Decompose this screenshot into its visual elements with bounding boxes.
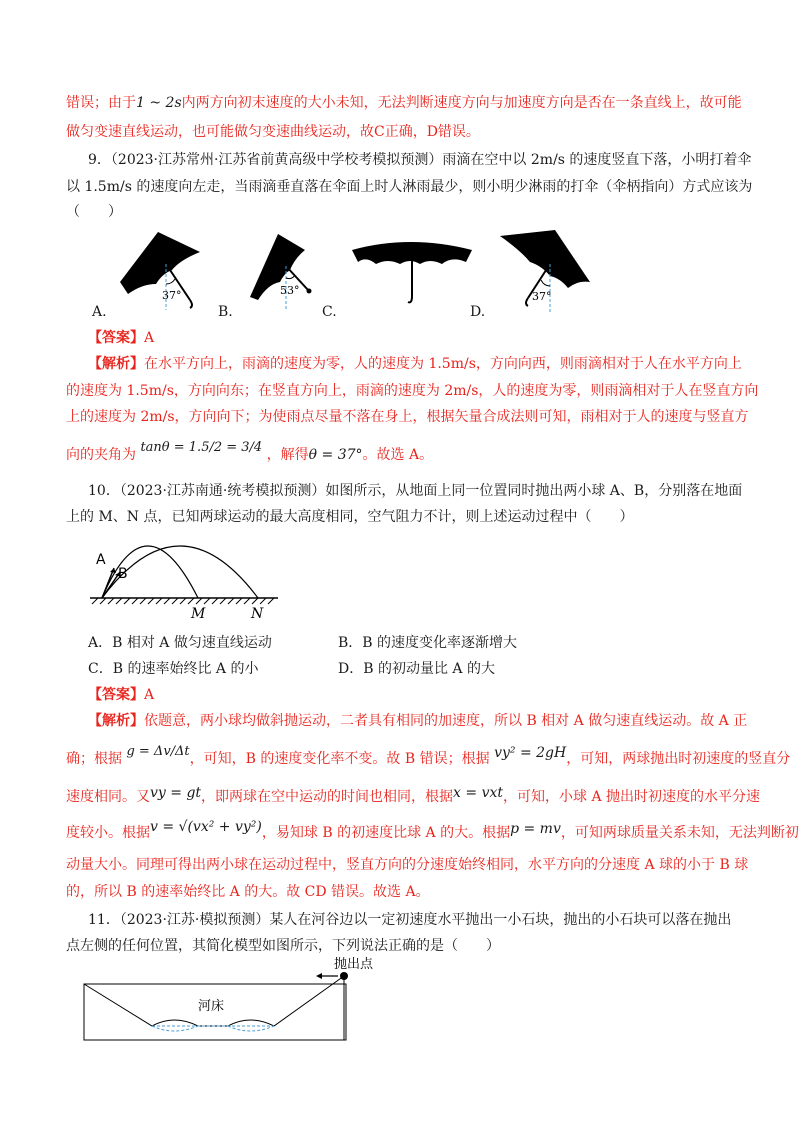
q9-analysis-line3: 上的速度为 2m/s，方向向下；为使雨点尽量不落在身上，根据矢量合成法则可知，雨相对于人的速度与竖直方: [66, 409, 749, 425]
q10-a2-text-c: ，可知，两球抛出时初速度的竖直分: [566, 751, 791, 767]
answer-tag: 【答案】: [88, 330, 144, 346]
q10-analysis-line1: [88, 711, 764, 731]
q10-formula-p: p = mv: [510, 821, 561, 837]
q9-option-d-letter: D.: [470, 304, 486, 320]
q10-analysis-line3: [66, 785, 761, 807]
answer-tag: 【答案】: [88, 687, 144, 703]
q8-text-a: 错误；由于: [66, 95, 136, 111]
q9-analysis-text1: 在水平方向上，雨滴的速度为零，人的速度为 1.5m/s，方向向西，则雨滴相对于人在水平方向上: [144, 356, 742, 372]
fig-label-riverbed: 河床: [198, 999, 225, 1014]
q8-math-interval: 1 ~ 2s: [136, 95, 182, 111]
q10-stem-line2: 上的 M、N 点，已知两球运动的最大高度相同，空气阻力不计，则上述运动过程中（ ）: [66, 509, 634, 525]
q10-option-d: D．B 的初动量比 A 的大: [338, 661, 495, 677]
q11-river-figure: [82, 954, 382, 1044]
umbrella-option-d: [500, 230, 590, 312]
q10-a3-text-c: ，可知，小球 A 抛出时初速度的水平分速: [503, 789, 761, 805]
fig-label-a: A: [96, 552, 106, 568]
q10-analysis-line2: [66, 744, 791, 773]
q9-stem-line1: 9．（2023·江苏常州·江苏省前黄高级中学校考模拟预测）雨滴在空中以 2m/s 的速度竖直下落，小明打着伞: [88, 152, 752, 168]
q9-option-c-letter: C.: [322, 304, 337, 320]
q9-analysis-text4b: ，解得: [266, 447, 309, 463]
fig-label-b: B: [118, 566, 128, 582]
angle-label-a: 37°: [162, 289, 182, 302]
q9-analysis-text4a: 向的夹角为: [66, 447, 136, 463]
umbrella-option-a: [120, 232, 200, 310]
q11-stem-line1: 11．（2023·江苏·模拟预测）某人在河谷边以一定初速度水平抛出一小石块，抛出的小石块可以落在抛出: [88, 912, 732, 928]
fig-label-throw-point: 抛出点: [334, 957, 374, 972]
analysis-tag: 【解析】: [88, 713, 144, 729]
q10-option-b: B．B 的速度变化率逐渐增大: [338, 635, 518, 651]
q10-a4-text-c: ，可知两球质量关系未知，无法判断初: [560, 825, 799, 841]
q9-option-a-letter: A.: [92, 304, 107, 320]
q8-analysis-line1: [66, 93, 742, 113]
q8-analysis-line2: 做匀变速直线运动，也可能做匀变速曲线运动，故C正确，D错误。: [66, 124, 480, 140]
q9-stem-line2: 以 1.5m/s 的速度向左走，当雨滴垂直落在伞面上时人淋雨最少，则小明少淋雨的打伞（伞柄指向）方式应该为: [66, 179, 753, 195]
q10-formula-vy: vy = gt: [150, 785, 202, 801]
q9-option-b-letter: B.: [218, 304, 233, 320]
q9-umbrella-figures: [80, 222, 640, 322]
q10-analysis-text1: 依题意，两小球均做斜抛运动，二者具有相同的加速度，所以 B 相对 A 做匀速直线运动。故 A 正: [144, 713, 748, 729]
answer-value: A: [144, 330, 155, 346]
angle-label-b: 53°: [280, 284, 300, 297]
q10-a2-text-a: 确；根据: [66, 751, 122, 767]
angle-label-d: 37°: [532, 290, 552, 303]
q10-a3-text-a: 速度相同。又: [66, 789, 150, 805]
q9-formula-tan: tanθ = 1.5/2 = 3/4: [140, 440, 263, 455]
q10-a2-text-b: ，可知，B 的速度变化率不变。故 B 错误；根据: [189, 751, 490, 767]
q8-text-b: 内两方向初末速度的大小未知，无法判断速度方向与加速度方向是否在一条直线上，故可能: [181, 95, 742, 111]
answer-value: A: [144, 687, 155, 703]
q9-analysis-line4: [66, 442, 742, 469]
q10-formula-v: v = √(vx² + vy²): [150, 819, 262, 835]
q10-option-a: A．B 相对 A 做匀速直线运动: [88, 635, 272, 651]
fig-label-n: N: [251, 606, 264, 620]
q10-stem-line1: 10．（2023·江苏南通·统考模拟预测）如图所示，从地面上同一位置同时抛出两小球 A、B，分别落在地面: [88, 483, 743, 499]
analysis-tag: 【解析】: [88, 356, 144, 372]
q10-analysis-line5: 动量大小。同理可得出两小球在运动过程中，竖直方向的分速度始终相同，水平方向的分速度 A 球的小于 B 球: [66, 857, 749, 873]
q10-projectile-figure: [88, 528, 288, 620]
q10-a4-text-a: 度较小。根据: [66, 825, 150, 841]
q9-analysis-line2: 的速度为 1.5m/s，方向向东；在竖直方向上，雨滴的速度为 2m/s，人的速度为零，则雨滴相对于人在竖直方向: [66, 383, 759, 399]
q9-formula-result: θ = 37°: [308, 447, 363, 463]
q10-option-c: C．B 的速率始终比 A 的小: [88, 661, 259, 677]
q9-analysis-line1: [88, 354, 764, 374]
q10-analysis-line6: 的，所以 B 的速率始终比 A 的大。故 CD 错误。故选 A。: [66, 884, 430, 900]
q9-analysis-text4c: 。故选 A。: [362, 447, 434, 463]
q10-analysis-line4: [66, 819, 799, 843]
q10-answer: [88, 685, 764, 705]
q10-a3-text-b: ，即两球在空中运动的时间也相同，根据: [201, 789, 454, 805]
q9-stem-line3: （ ）: [66, 204, 122, 220]
umbrella-option-c: [352, 242, 472, 302]
q10-formula-vy2: vy² = 2gH: [494, 745, 567, 761]
umbrella-option-b: [250, 234, 312, 310]
q10-formula-x: x = vxt: [453, 785, 504, 801]
fig-label-m: M: [191, 606, 206, 620]
q10-formula-g: g = Δv/Δt: [126, 744, 190, 759]
q11-stem-line2: 点左侧的任何位置，其简化模型如图所示，下列说法正确的是（ ）: [66, 938, 500, 954]
q10-a4-text-b: ，易知球 B 的初速度比球 A 的大。根据: [261, 825, 511, 841]
q9-answer: [88, 328, 764, 348]
